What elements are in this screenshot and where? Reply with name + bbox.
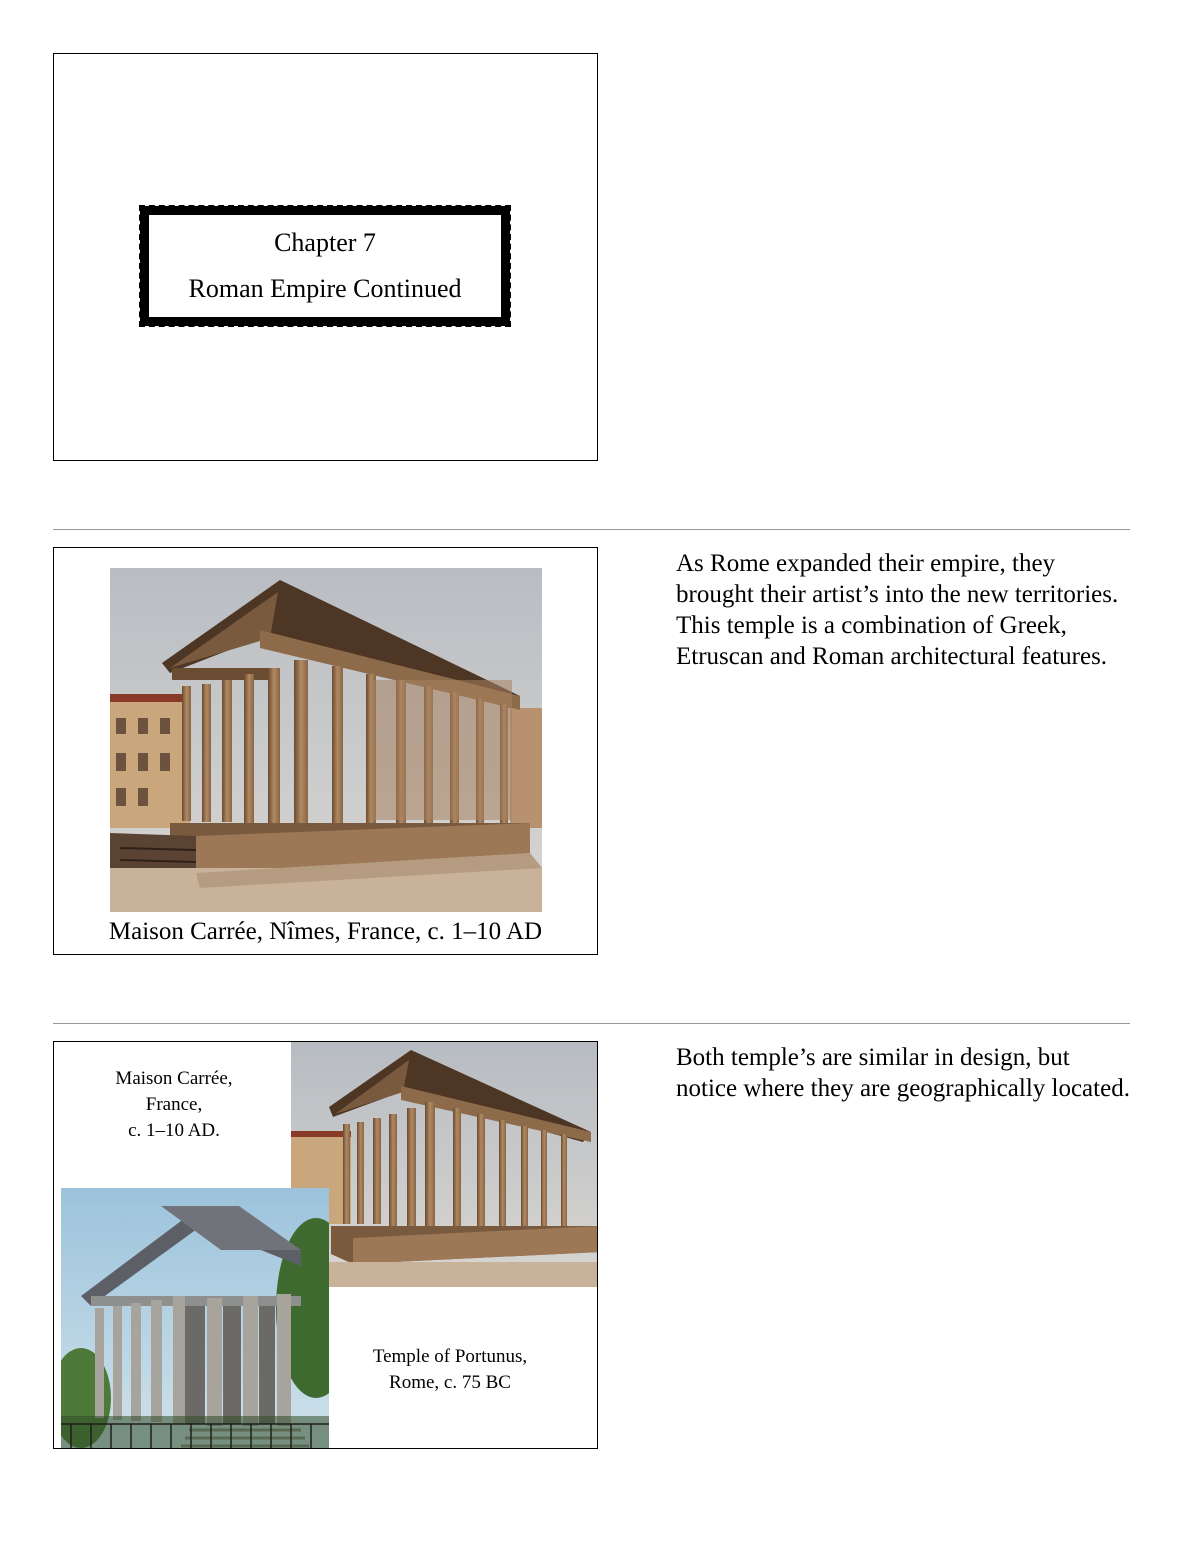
slide2-notes: As Rome expanded their empire, they brought their artist’s into the new territories. This temple is a combination of Greek, Etruscan and Roman architectural features.: [676, 550, 1119, 670]
chapter-heading: Chapter 7: [274, 228, 376, 257]
temple-comparison-slide: [53, 1041, 598, 1449]
maison-carree-photo-small: [291, 1042, 598, 1287]
maison-carree-small-caption: [84, 1066, 264, 1144]
maison-carree-photo: [110, 568, 542, 912]
caption-line: Rome, c. 75 BC: [389, 1372, 511, 1393]
maison-carree-caption: Maison Carrée, Nîmes, France, c. 1–10 AD: [108, 918, 543, 945]
caption-line: c. 1–10 AD.: [128, 1120, 220, 1141]
slide-divider: [53, 1023, 1130, 1024]
slide3-notes: Both temple’s are similar in design, but notice where they are geographically located.: [676, 1044, 1130, 1102]
caption-line: France,: [145, 1094, 203, 1115]
title-slide: [53, 53, 598, 461]
caption-line: Temple of Portunus,: [372, 1346, 528, 1367]
caption-line: Maison Carrée,: [115, 1068, 233, 1089]
slide-divider: [53, 529, 1130, 530]
title-frame: [140, 206, 510, 326]
chapter-subtitle: Roman Empire Continued: [188, 274, 462, 303]
temple-of-portunus-photo: [61, 1188, 329, 1448]
temple-of-portunus-caption: [354, 1344, 546, 1396]
maison-carree-slide: [53, 547, 598, 955]
